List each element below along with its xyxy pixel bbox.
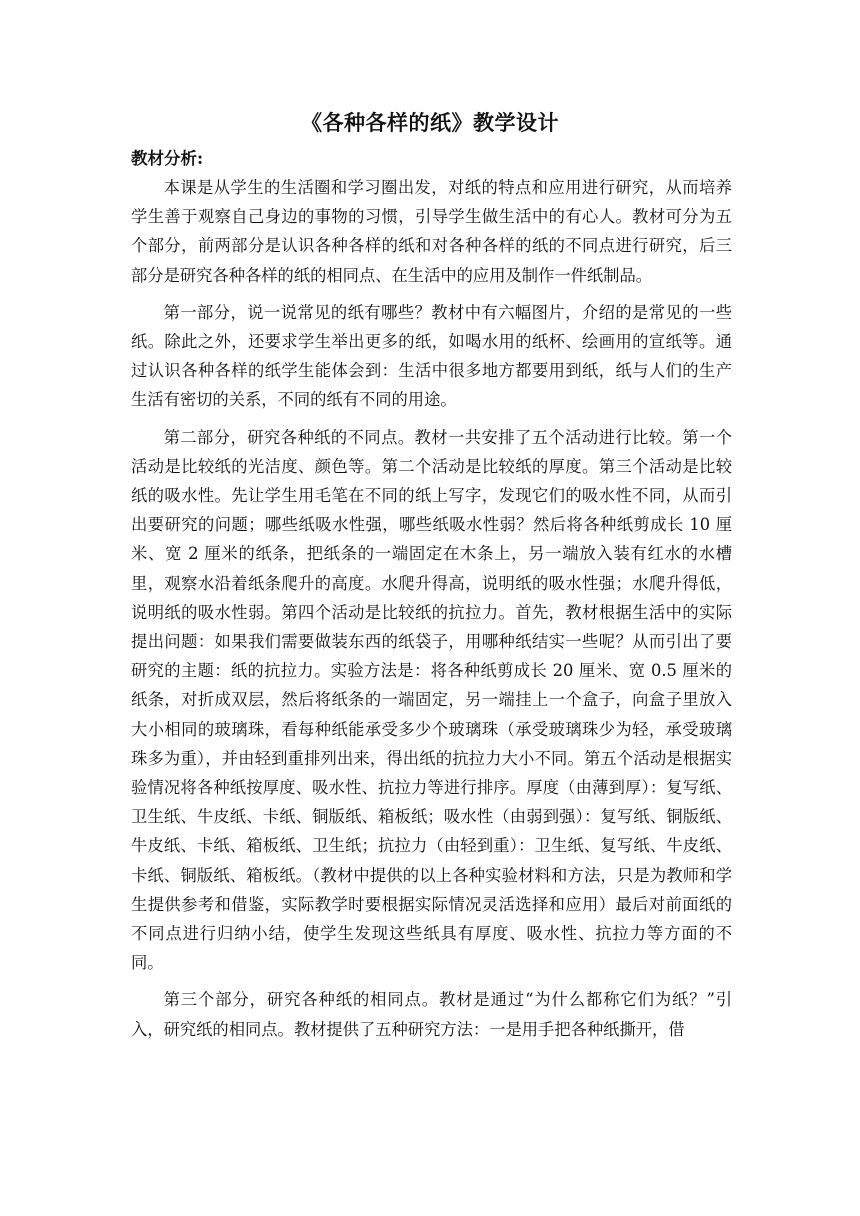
paragraph-intro: 本课是从学生的生活圈和学习圈出发，对纸的特点和应用进行研究，从而培养学生善于观察自己身边的事物的习惯，引导学生做生活中的有心人。教材可分为五个部分，前两部分是认识各种各样的纸和对各种各样的纸的不同点进行研究，后三部分是研究各种各样的纸的相同点、在生活中的应用及制作一件纸制品。: [131, 178, 732, 285]
document-title: 《各种各样的纸》教学设计: [301, 110, 559, 135]
paragraph-part-one: 第一部分，说一说常见的纸有哪些？教材中有六幅图片，介绍的是常见的一些纸。除此之外，还要求学生举出更多的纸，如喝水用的纸杯、绘画用的宣纸等。通过认识各种各样的纸学生能体会到：生活中很多地方都要用到纸，纸与人们的生产生活有密切的关系，不同的纸有不同的用途。: [131, 302, 732, 410]
paragraph-part-two: 第二部分，研究各种纸的不同点。教材一共安排了五个活动进行比较。第一个活动是比较纸的光洁度、颜色等。第二个活动是比较纸的厚度。第三个活动是比较纸的吸水性。先让学生用毛笔在不同的纸上写字，发现它们的吸水性不同，从而引出要研究的问题；哪些纸吸水性强，哪些纸吸水性弱？然后将各种纸剪成长 10 厘米、宽 2 厘米的纸条，把纸条的一端固定在木条上，另一端放入装有红水的水槽里，观察水沿着纸条爬升的高度。水爬升得高，说明纸的吸水性强；水爬升得低，说明纸的吸水性弱。第四个活动是比较纸的抗拉力。首先，教材根据生活中的实际提出问题：如果我们需要做装东西的纸袋子，用哪种纸结实一些呢？从而引出了要研究的主题：纸的抗拉力。实验方法是：将各种纸剪成长 20 厘米、宽 0.5 厘米的纸条，对折成双层，然后将纸条的一端固定，另一端挂上一个盒子，向盒子里放入大小相同的玻璃珠，看每种纸能承受多少个玻璃珠（承受玻璃珠少为轻，承受玻璃珠多为重），并由轻到重排列出来，得出纸的抗拉力大小不同。第五个活动是根据实验情况将各种纸按厚度、吸水性、抗拉力等进行排序。厚度（由薄到厚）：复写纸、卫生纸、牛皮纸、卡纸、铜版纸、箱板纸；吸水性（由弱到强）：复写纸、铜版纸、牛皮纸、卡纸、箱板纸、卫生纸；抗拉力（由轻到重）：卫生纸、复写纸、牛皮纸、卡纸、铜版纸、箱板纸。（教材中提供的以上各种实验材料和方法，只是为教师和学生提供参考和借鉴，实际教学时要根据实际情况灵活选择和应用）最后对前面纸的不同点进行归纳小结，使学生发现这些纸具有厚度、吸水性、抗拉力等方面的不同。: [131, 427, 732, 973]
paragraph-part-three: 第三个部分，研究各种纸的相同点。教材是通过“为什么都称它们为纸？”引入，研究纸的相同点。教材提供了五种研究方法：一是用手把各种纸撕开，借: [131, 990, 732, 1039]
document-body: [131, 173, 732, 1052]
section-heading: 教材分析:: [131, 149, 204, 168]
